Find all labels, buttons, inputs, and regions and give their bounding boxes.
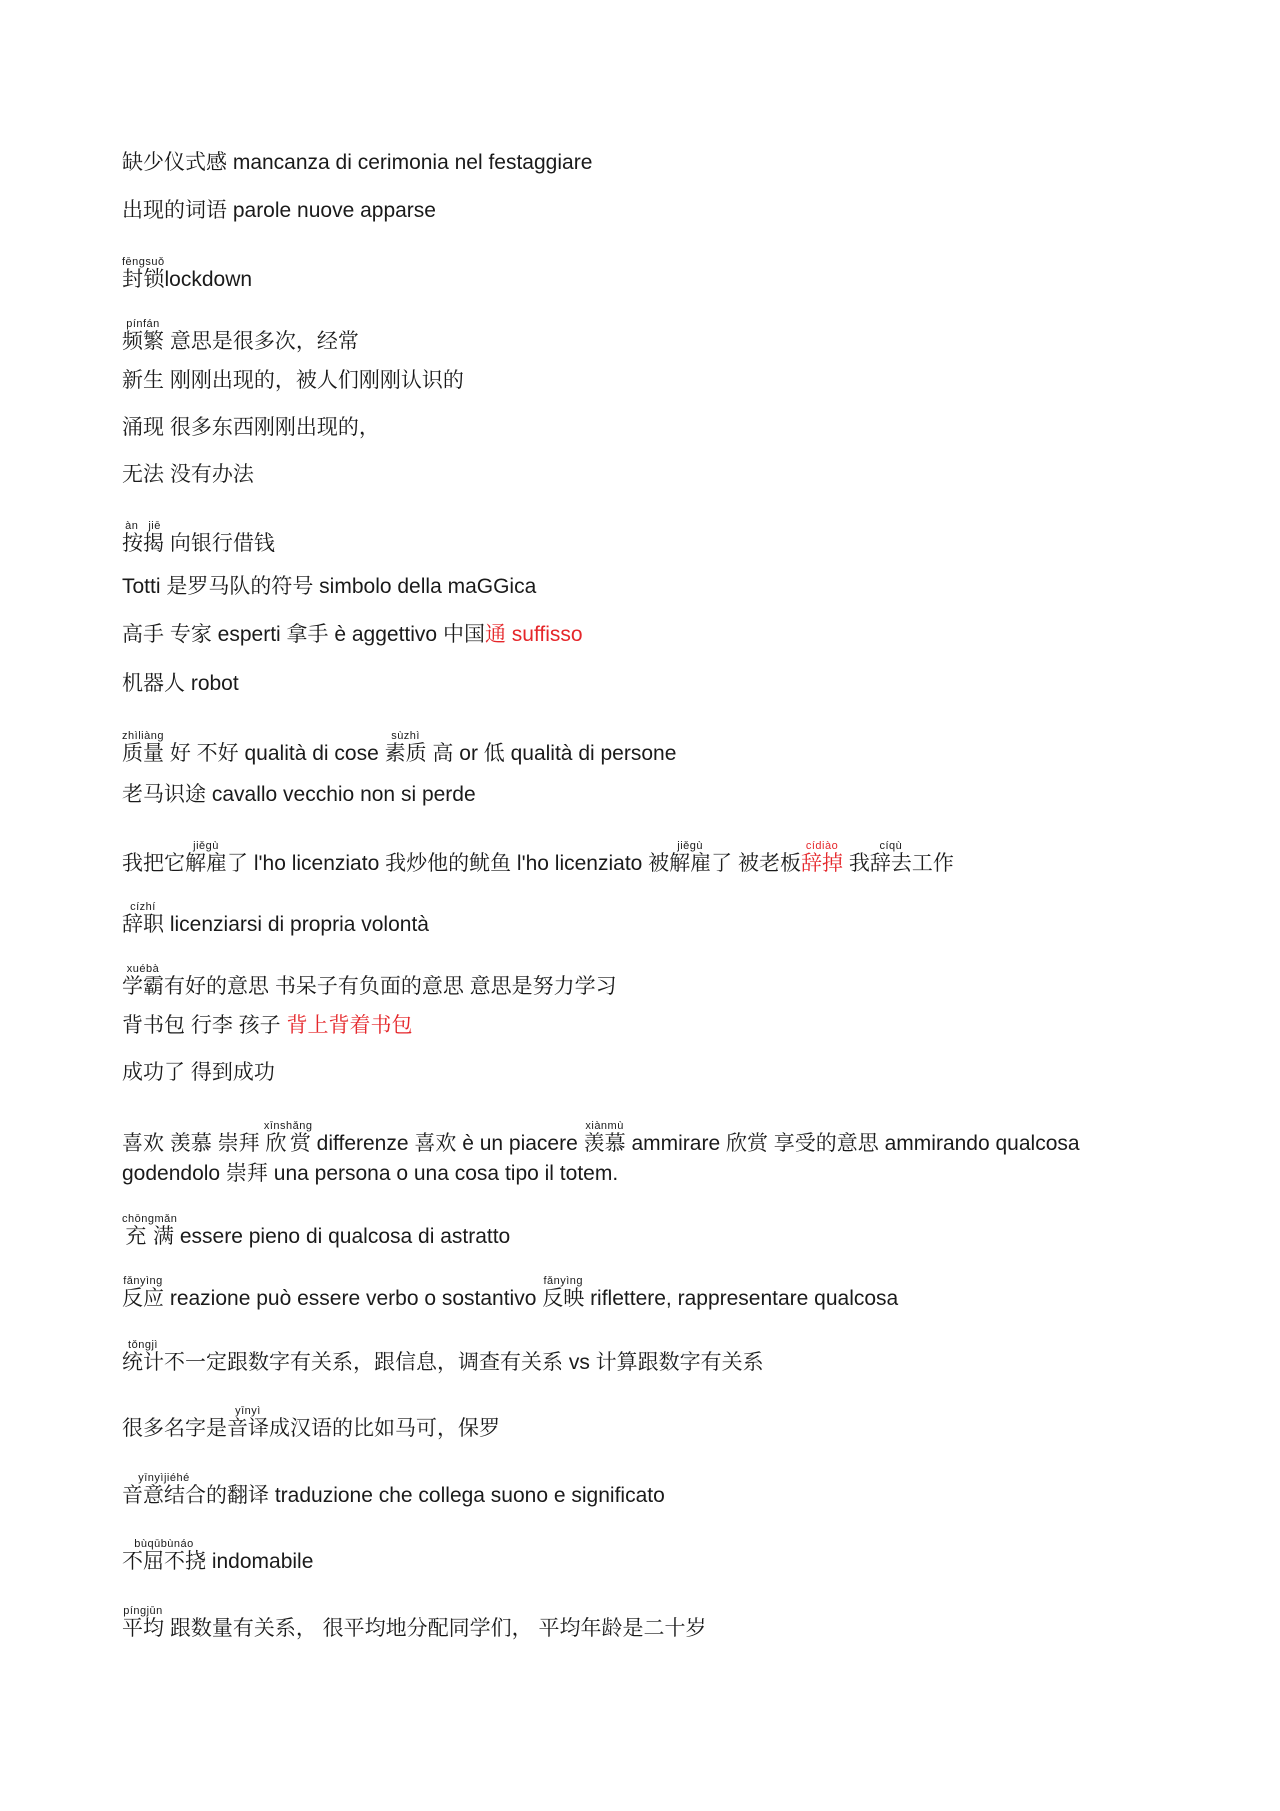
- note-text: 新生 刚刚出现的，被人们刚刚认识的: [122, 369, 464, 392]
- ruby-word: 音意结合yīnyìjiéhé: [122, 1472, 206, 1507]
- note-text: 很多名字是: [122, 1417, 227, 1440]
- note-line: [122, 256, 252, 295]
- note-line: [122, 669, 239, 699]
- ruby-word-highlight: 辞掉cídiào: [801, 840, 844, 875]
- pinyin-annotation: yīnyì: [227, 1405, 269, 1417]
- ruby-word: 学霸xuébà: [122, 963, 164, 998]
- pinyin-annotation: xīnshǎng: [263, 1120, 313, 1132]
- note-line: [122, 1011, 413, 1041]
- note-line: [122, 318, 359, 357]
- pinyin-annotation: cíqù: [869, 840, 912, 852]
- ruby-word: 欣赏xīnshǎng: [263, 1120, 313, 1155]
- highlight-text: 背上背着书包: [286, 1014, 413, 1037]
- note-text: essere pieno di qualcosa di astratto: [174, 1225, 511, 1248]
- note-text: 我把它: [122, 852, 185, 875]
- ruby-word: 反应fǎnyìng: [122, 1275, 164, 1310]
- pinyin-annotation: jiěgù: [669, 840, 712, 852]
- pinyin-annotation: pínfán: [122, 318, 164, 330]
- note-text: 好 不好 qualità di cose: [164, 742, 385, 765]
- pinyin-annotation: chōngmǎn: [122, 1213, 178, 1225]
- pinyin-annotation: fēngsuǒ: [122, 256, 165, 268]
- note-text: 无法 没有办法: [122, 463, 254, 486]
- note-line: [122, 840, 954, 879]
- note-text: indomabile: [206, 1550, 314, 1573]
- note-line: [122, 572, 536, 602]
- ruby-word: 按揭àn jiē: [122, 520, 164, 555]
- note-text: licenziarsi di propria volontà: [164, 913, 429, 936]
- note-text: 跟数量有关系， 很平均地分配同学们， 平均年龄是二十岁: [164, 1617, 707, 1640]
- pinyin-annotation: yīnyìjiéhé: [122, 1472, 206, 1484]
- ruby-word: 辞去cíqù: [869, 840, 912, 875]
- pinyin-annotation: cídiào: [801, 840, 843, 852]
- note-text: 高手 专家 esperti 拿手 è aggettivo 中国: [122, 623, 485, 646]
- pinyin-annotation: sùzhì: [384, 730, 427, 742]
- note-line: [122, 366, 464, 396]
- ruby-word: 反映fǎnyìng: [542, 1275, 585, 1310]
- note-text: ammirare 欣赏 享受的意思 ammirando qualcosa godendolo 崇拜 una persona o una cosa tipo il totem.: [122, 1132, 1080, 1185]
- note-text: 背书包 行李 孩子: [122, 1014, 287, 1037]
- note-text: riflettere, rappresentare qualcosa: [584, 1287, 899, 1310]
- ruby-word: 频繁pínfán: [122, 318, 164, 353]
- ruby-word: 封锁fēngsuǒ: [122, 256, 165, 291]
- pinyin-annotation: píngjūn: [122, 1605, 164, 1617]
- ruby-word: 解雇jiěgù: [185, 840, 227, 875]
- note-line: [122, 730, 676, 769]
- ruby-word: 质量zhìliàng: [122, 730, 164, 765]
- note-text: 成汉语的比如马可，保罗: [269, 1417, 500, 1440]
- ruby-word: 平均píngjūn: [122, 1605, 164, 1640]
- note-line: [122, 1472, 665, 1511]
- pinyin-annotation: zhìliàng: [122, 730, 164, 742]
- pinyin-annotation: xiànmù: [583, 1120, 626, 1132]
- note-text: reazione può essere verbo o sostantivo: [164, 1287, 543, 1310]
- note-text: 向银行借钱: [164, 532, 275, 555]
- pinyin-annotation: fǎnyìng: [542, 1275, 585, 1287]
- pinyin-annotation: cízhí: [122, 901, 164, 913]
- highlight-text: 通 suffisso: [484, 623, 583, 646]
- note-line: [122, 148, 592, 178]
- ruby-word: 辞职cízhí: [122, 901, 164, 936]
- note-line: [122, 1605, 707, 1644]
- note-text: 的翻译 traduzione che collega suono e significato: [206, 1484, 665, 1507]
- note-line: [122, 1339, 764, 1378]
- note-text: lockdown: [164, 268, 253, 291]
- note-text: 我: [843, 852, 870, 875]
- note-text: 出现的词语 parole nuove apparse: [122, 199, 436, 222]
- note-text: 高 or 低 qualità di persone: [426, 742, 677, 765]
- note-text: differenze 喜欢 è un piacere: [310, 1132, 584, 1155]
- note-line: [122, 1120, 1082, 1189]
- pinyin-annotation: xuébà: [122, 963, 164, 975]
- note-line: [122, 1405, 500, 1444]
- note-text: 涌现 很多东西刚刚出现的，: [122, 416, 380, 439]
- ruby-word: 不屈不挠bùqūbùnáo: [122, 1538, 206, 1573]
- note-line: [122, 520, 275, 559]
- ruby-word: 解雇jiěgù: [669, 840, 712, 875]
- note-text: 喜欢 羡慕 崇拜: [122, 1132, 266, 1155]
- ruby-word: 羡慕xiànmù: [583, 1120, 626, 1155]
- note-line: [122, 1538, 313, 1577]
- note-line: [122, 196, 436, 226]
- pinyin-annotation: jiěgù: [185, 840, 227, 852]
- note-line: [122, 620, 583, 650]
- note-line: [122, 963, 617, 1002]
- ruby-word: 充满chōngmǎn: [122, 1213, 178, 1248]
- note-line: [122, 1275, 898, 1314]
- note-text: 缺少仪式感 mancanza di cerimonia nel festaggiare: [122, 151, 593, 174]
- ruby-word: 音译yīnyì: [227, 1405, 269, 1440]
- note-line: [122, 1058, 275, 1088]
- note-line: [122, 1213, 510, 1252]
- ruby-word: 统计tǒngjì: [122, 1339, 164, 1374]
- note-text: 不一定跟数字有关系，跟信息，调查有关系 vs 计算跟数字有关系: [164, 1351, 764, 1374]
- pinyin-annotation: bùqūbùnáo: [122, 1538, 206, 1550]
- note-text: 成功了 得到成功: [122, 1061, 275, 1084]
- note-text: 了 l'ho licenziato 我炒他的鱿鱼 l'ho licenziato 被: [227, 852, 670, 875]
- pinyin-annotation: tǒngjì: [122, 1339, 164, 1351]
- note-line: [122, 901, 429, 940]
- pinyin-annotation: fǎnyìng: [122, 1275, 164, 1287]
- ruby-word: 素质sùzhì: [384, 730, 427, 765]
- note-text: 老马识途 cavallo vecchio non si perde: [122, 783, 476, 806]
- note-line: [122, 413, 380, 443]
- note-text: 有好的意思 书呆子有负面的意思 意思是努力学习: [164, 975, 617, 998]
- note-line: [122, 780, 476, 810]
- pinyin-annotation: àn jiē: [122, 520, 164, 532]
- note-text: 意思是很多次，经常: [164, 330, 359, 353]
- note-text: 工作: [911, 852, 954, 875]
- note-text: Totti 是罗马队的符号 simbolo della maGGica: [122, 575, 537, 598]
- note-text: 机器人 robot: [122, 672, 239, 695]
- note-text: 了 被老板: [711, 852, 802, 875]
- note-line: [122, 460, 254, 490]
